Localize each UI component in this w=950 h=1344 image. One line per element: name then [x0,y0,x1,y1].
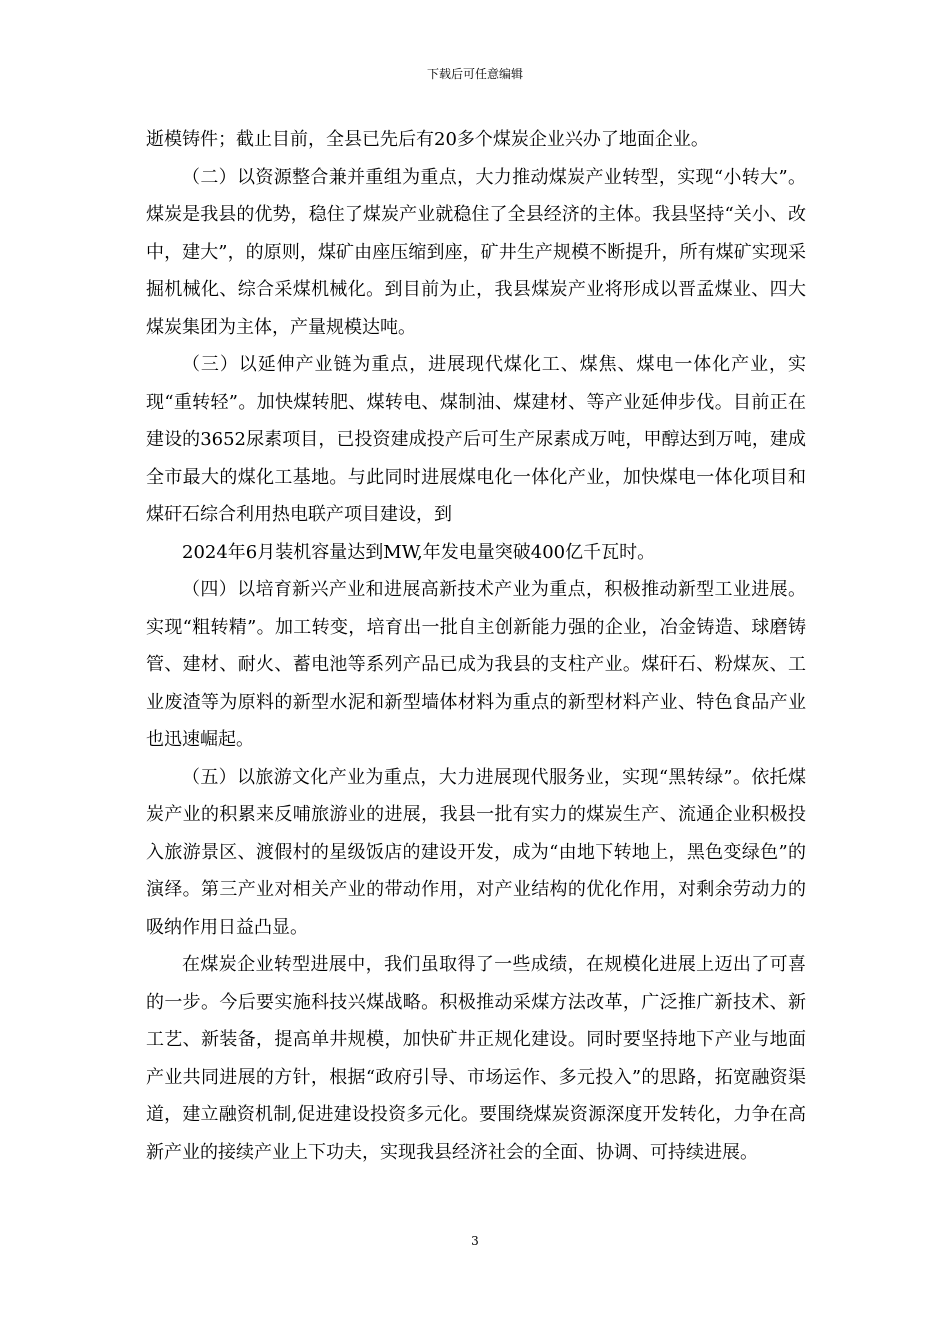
paragraph-1: 逝模铸件；截止目前，全县已先后有20多个煤炭企业兴办了地面企业。 [146,129,709,150]
paragraph-4: 2024年6月装机容量达到MW,年发电量突破400亿千瓦时。 [182,541,656,563]
paragraph-6: （五）以旅游文化产业为重点，大力进展现代服务业，实现“黑转绿”。依托煤炭产业的积累来反哺旅游业的进展，我县一批有实力的煤炭生产、流通企业积极投入旅游景区、渡假村的星级饭店的建设开发，成为“由地下转地上，黑色变绿色”的演绎。第三产业对相关产业的带动作用，对产业结构的优化作用，对剩余劳动力的吸纳作用日益凸显。 [146,766,806,938]
paragraph-3: （三）以延伸产业链为重点，进展现代煤化工、煤焦、煤电一体化产业，实现“重转轻”。加快煤转肥、煤转电、煤制油、煤建材、等产业延伸步伐。目前正在建设的3652尿素项目，已投资建成投产后可生产尿素成万吨，甲醇达到万吨，建成全市最大的煤化工基地。与此同时进展煤电化一体化产业，加快煤电一体化项目和煤矸石综合利用热电联产项目建设，到 [146,354,806,525]
page-number: 3 [471,1234,479,1248]
paragraph-2: （二）以资源整合兼并重组为重点，大力推动煤炭产业转型，实现“小转大”。煤炭是我县的优势，稳住了煤炭产业就稳住了全县经济的主体。我县坚持“关小、改中，建大”，的原则，煤矿由座压缩到座，矿井生产规模不断提升，所有煤矿实现采掘机械化、综合采煤机械化。到目前为止，我县煤炭产业将形成以晋孟煤业、四大煤炭集团为主体，产量规模达吨。 [146,166,806,338]
paragraph-5: （四）以培育新兴产业和进展高新技术产业为重点，积极推动新型工业进展。实现“粗转精”。加工转变，培育出一批自主创新能力强的企业，冶金铸造、球磨铸管、建材、耐火、蓄电池等系列产品已成为我县的支柱产业。煤矸石、粉煤灰、工业废渣等为原料的新型水泥和新型墙体材料为重点的新型材料产业、特色食品产业也迅速崛起。 [146,579,806,750]
document-body [146,121,806,1171]
paragraph-7: 在煤炭企业转型进展中，我们虽取得了一些成绩，在规模化进展上迈出了可喜的一步。今后要实施科技兴煤战略。积极推动采煤方法改革，广泛推广新技术、新工艺、新装备，提高单井规模，加快矿井正规化建设。同时要坚持地下产业与地面产业共同进展的方针，根据“政府引导、市场运作、多元投入”的思路，拓宽融资渠道，建立融资机制,促进建设投资多元化。要围绕煤炭资源深度开发转化，力争在高新产业的接续产业上下功夫，实现我县经济社会的全面、协调、可持续进展。 [146,954,806,1163]
page-header: 下载后可任意编辑 [426,67,523,81]
